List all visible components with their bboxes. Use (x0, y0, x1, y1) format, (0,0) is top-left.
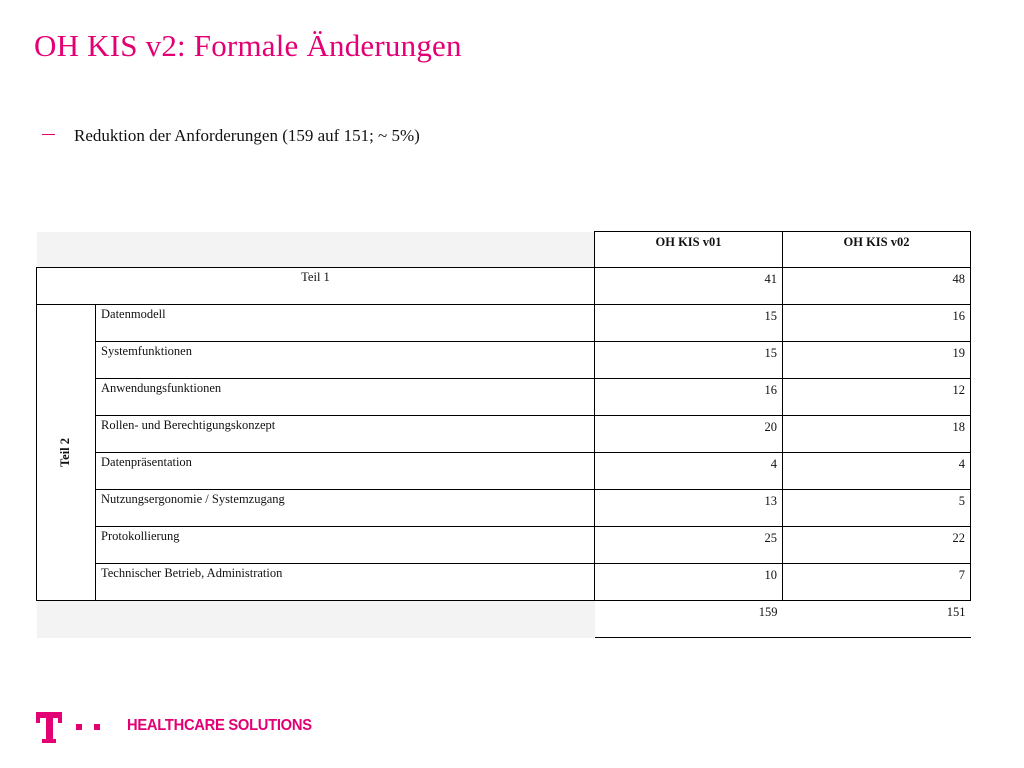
row-v01: 15 (595, 342, 783, 379)
logo-dots-icon (76, 724, 112, 730)
teil2-label-cell (37, 305, 96, 601)
row-label: Rollen- und Berechtigungskonzept (96, 416, 595, 453)
table-row (37, 379, 971, 416)
row-v02: 7 (783, 564, 971, 601)
row-label: Technischer Betrieb, Administration (96, 564, 595, 601)
telekom-t-logo-icon (36, 709, 62, 743)
row-v02: 5 (783, 490, 971, 527)
total-v02: 151 (783, 601, 971, 638)
row-v02: 19 (783, 342, 971, 379)
row-v02: 22 (783, 527, 971, 564)
teil2-label: Teil 2 (58, 437, 73, 468)
table-header-row (37, 232, 971, 268)
bullet-point (42, 126, 420, 146)
row-v02: 4 (783, 453, 971, 490)
row-v01: 20 (595, 416, 783, 453)
footer (36, 708, 328, 744)
table-row (37, 564, 971, 601)
table-row (37, 453, 971, 490)
total-empty-cell (37, 601, 96, 638)
table-row (37, 342, 971, 379)
row-label: Anwendungsfunktionen (96, 379, 595, 416)
table-row (37, 527, 971, 564)
teil1-v01: 41 (595, 268, 783, 305)
table-total-row (37, 601, 971, 638)
row-v02: 16 (783, 305, 971, 342)
total-v01: 159 (595, 601, 783, 638)
slide-title: OH KIS v2: Formale Änderungen (34, 28, 462, 63)
row-label: Nutzungsergonomie / Systemzugang (96, 490, 595, 527)
table-row (37, 416, 971, 453)
row-label: Datenpräsentation (96, 453, 595, 490)
row-label: Datenmodell (96, 305, 595, 342)
header-empty-cell (37, 232, 595, 268)
row-v01: 16 (595, 379, 783, 416)
table-row-teil1 (37, 268, 971, 305)
row-v01: 10 (595, 564, 783, 601)
table-row (37, 490, 971, 527)
row-v01: 15 (595, 305, 783, 342)
bullet-dash-icon (42, 134, 55, 135)
row-v02: 12 (783, 379, 971, 416)
row-v01: 13 (595, 490, 783, 527)
column-header-v02: OH KIS v02 (783, 232, 971, 268)
requirements-table (36, 231, 971, 638)
table-row (37, 305, 971, 342)
brand-label: HEALTHCARE SOLUTIONS (127, 717, 312, 734)
teil1-v02: 48 (783, 268, 971, 305)
bullet-text: Reduktion der Anforderungen (159 auf 151; ~ 5%) (74, 126, 420, 145)
row-v02: 18 (783, 416, 971, 453)
row-v01: 25 (595, 527, 783, 564)
total-empty-cell (96, 601, 595, 638)
row-label: Systemfunktionen (96, 342, 595, 379)
teil1-label: Teil 1 (37, 268, 595, 305)
row-v01: 4 (595, 453, 783, 490)
row-label: Protokollierung (96, 527, 595, 564)
column-header-v01: OH KIS v01 (595, 232, 783, 268)
